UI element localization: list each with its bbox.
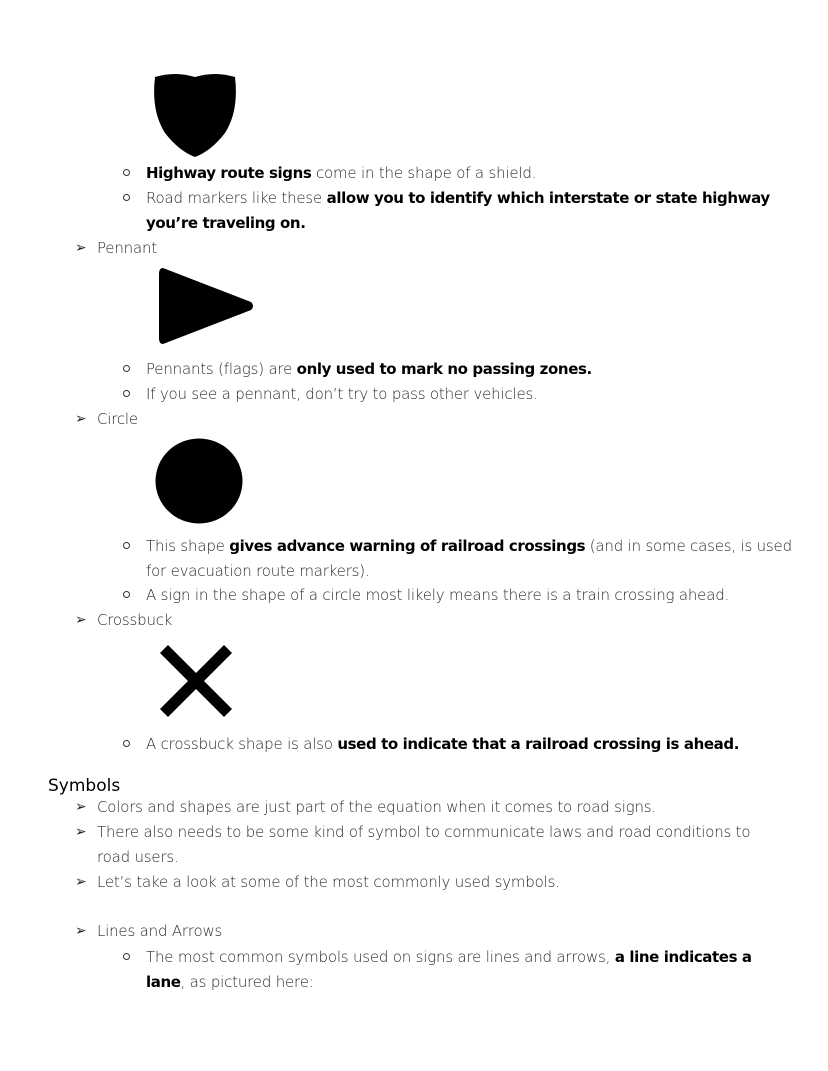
circle-bullet-2-marker bbox=[123, 591, 130, 598]
lines-arrows-title: Lines and Arrows bbox=[97, 922, 223, 940]
symbols-item-3 bbox=[97, 872, 560, 892]
text: , as pictured here: bbox=[180, 973, 314, 991]
text: A crossbuck shape is also bbox=[146, 735, 338, 753]
text: If you see a pennant, don’t try to pass other vehicles. bbox=[146, 385, 538, 403]
bold-text: Highway route signs bbox=[146, 164, 312, 182]
lines-arrows-bullet-1-line-2 bbox=[146, 972, 314, 992]
pennant-bullet-1-marker bbox=[123, 365, 130, 372]
bold-text: you’re traveling on. bbox=[146, 214, 306, 232]
text: Colors and shapes are just part of the equation when it comes to road signs. bbox=[97, 798, 656, 816]
symbols-heading: Symbols bbox=[48, 776, 121, 796]
symbols-item-1 bbox=[97, 797, 656, 817]
symbols-item-1-arrow: ➢ bbox=[75, 799, 87, 815]
crossbuck-icon bbox=[156, 641, 236, 721]
shield-bullet-1 bbox=[146, 163, 536, 183]
text: A sign in the shape of a circle most likely means there is a train crossing ahead. bbox=[146, 586, 730, 604]
text: Road markers like these bbox=[146, 189, 327, 207]
text: There also needs to be some kind of symbol to communicate laws and road conditions to bbox=[97, 823, 751, 841]
circle-bullet-1-line-1 bbox=[146, 536, 792, 556]
crossbuck-bullet-1 bbox=[146, 734, 739, 754]
lines-arrows-arrow-icon: ➢ bbox=[75, 923, 87, 939]
lines-arrows-bullet-1-line-1 bbox=[146, 947, 752, 967]
pennant-bullet-2 bbox=[146, 384, 538, 404]
circle-bullet-1-marker bbox=[123, 542, 130, 549]
symbols-item-3-arrow: ➢ bbox=[75, 874, 87, 890]
bold-text: used to indicate that a railroad crossing is ahead. bbox=[337, 735, 740, 753]
symbols-item-2-line-2 bbox=[97, 847, 179, 867]
text: come in the shape of a shield. bbox=[311, 164, 537, 182]
circle-icon bbox=[155, 438, 243, 524]
symbols-item-2-arrow: ➢ bbox=[75, 824, 87, 840]
bold-text: lane bbox=[146, 973, 181, 991]
crossbuck-arrow-icon: ➢ bbox=[75, 612, 87, 628]
bold-text: gives advance warning of railroad crossings bbox=[229, 537, 586, 555]
lines-arrows-bullet-1-marker bbox=[123, 953, 130, 960]
pennant-bullet-1 bbox=[146, 359, 592, 379]
text: for evacuation route markers). bbox=[146, 562, 370, 580]
pennant-title: Pennant bbox=[97, 239, 157, 257]
shield-bullet-2-line-2 bbox=[146, 213, 306, 233]
symbols-item-2-line-1 bbox=[97, 822, 750, 842]
shield-bullet-2-line-1 bbox=[146, 188, 770, 208]
text: This shape bbox=[146, 537, 230, 555]
text: (and in some cases, is used bbox=[585, 537, 792, 555]
text: The most common symbols used on signs are lines and arrows, bbox=[146, 948, 615, 966]
text: Let’s take a look at some of the most commonly used symbols. bbox=[97, 873, 560, 891]
text: road users. bbox=[97, 848, 179, 866]
shield-bullet-2-marker bbox=[123, 194, 130, 201]
text: Pennants (flags) are bbox=[146, 360, 297, 378]
circle-title: Circle bbox=[97, 410, 138, 428]
bold-text: only used to mark no passing zones. bbox=[296, 360, 592, 378]
pennant-arrow-icon: ➢ bbox=[75, 240, 87, 256]
crossbuck-title: Crossbuck bbox=[97, 611, 173, 629]
circle-arrow-icon: ➢ bbox=[75, 411, 87, 427]
pennant-icon bbox=[159, 266, 255, 346]
crossbuck-bullet-1-marker bbox=[123, 740, 130, 747]
circle-bullet-1-line-2 bbox=[146, 561, 370, 581]
bold-text: allow you to identify which interstate or state highway bbox=[326, 189, 770, 207]
shield-bullet-1-marker bbox=[123, 169, 130, 176]
highway-shield-icon bbox=[153, 71, 237, 157]
bold-text: a line indicates a bbox=[614, 948, 752, 966]
circle-bullet-2 bbox=[146, 585, 729, 605]
pennant-bullet-2-marker bbox=[123, 390, 130, 397]
